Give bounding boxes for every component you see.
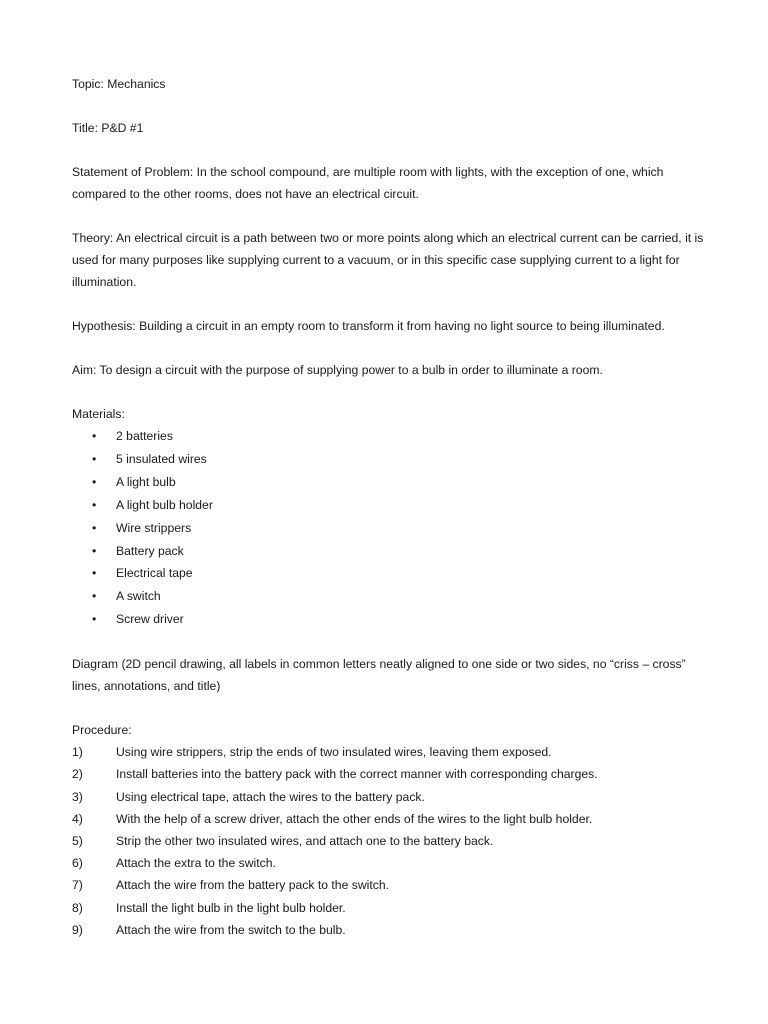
list-item xyxy=(72,608,712,631)
step-number: 8) xyxy=(72,900,83,915)
step-number: 5) xyxy=(72,833,83,848)
material-text: A light bulb xyxy=(116,474,176,489)
bullet-icon: • xyxy=(92,429,97,443)
material-text: 2 batteries xyxy=(116,429,173,443)
list-item xyxy=(72,897,712,919)
step-text: Attach the extra to the switch. xyxy=(116,856,276,871)
title-value: P&D #1 xyxy=(101,121,144,135)
step-text: Strip the other two insulated wires, and attach one to the battery back. xyxy=(116,833,494,848)
step-number: 4) xyxy=(72,811,83,826)
material-text: Electrical tape xyxy=(116,566,193,581)
material-text: Battery pack xyxy=(116,543,184,558)
list-item xyxy=(72,852,712,874)
theory-label: Theory: xyxy=(72,231,114,245)
material-text: 5 insulated wires xyxy=(116,451,207,466)
list-item xyxy=(72,540,712,563)
step-text: Install the light bulb in the light bulb holder. xyxy=(116,900,346,915)
title-line xyxy=(72,117,712,139)
list-item xyxy=(72,919,712,941)
statement-text: In the school compound, are multiple room with lights, with the exception of one, which compared to the other rooms, does not have an electrical circuit. xyxy=(72,165,664,201)
list-item xyxy=(72,786,712,808)
statement-label: Statement of Problem: xyxy=(72,165,194,179)
list-item xyxy=(72,562,712,585)
hypothesis-paragraph xyxy=(72,315,712,337)
theory-text: An electrical circuit is a path between two or more points along which an electrical current can be carried, it is used for many purposes like supplying current to a vacuum, or in this specific case supplying current to a light for illumination. xyxy=(72,231,704,289)
list-item xyxy=(72,874,712,896)
diagram-paragraph: Diagram (2D pencil drawing, all labels in common letters neatly aligned to one side or two sides, no “criss – cross” lines, annotations, and title) xyxy=(72,657,686,694)
hypothesis-label: Hypothesis: xyxy=(72,319,136,333)
step-text: Install batteries into the battery pack with the correct manner with corresponding charges. xyxy=(116,767,598,782)
title-label: Title: xyxy=(72,121,98,135)
document-page xyxy=(72,73,712,941)
topic-label: Topic: xyxy=(72,77,104,91)
material-text: A light bulb holder xyxy=(116,497,213,512)
materials-heading: Materials: xyxy=(72,407,125,421)
bullet-icon: • xyxy=(92,589,97,604)
step-number: 1) xyxy=(72,745,83,760)
topic-line xyxy=(72,73,712,95)
material-text: A switch xyxy=(116,589,161,604)
aim-text: To design a circuit with the purpose of supplying power to a bulb in order to illuminate a room. xyxy=(99,363,603,377)
step-text: Attach the wire from the battery pack to the switch. xyxy=(116,878,389,893)
aim-paragraph xyxy=(72,359,712,381)
list-item xyxy=(72,808,712,830)
procedure-heading: Procedure: xyxy=(72,723,132,738)
material-text: Wire strippers xyxy=(116,520,192,535)
bullet-icon: • xyxy=(92,566,97,581)
hypothesis-text: Building a circuit in an empty room to transform it from having no light source to being illuminated. xyxy=(139,319,665,333)
step-text: Using wire strippers, strip the ends of two insulated wires, leaving them exposed. xyxy=(116,745,552,760)
bullet-icon: • xyxy=(92,497,97,512)
topic-value: Mechanics xyxy=(107,77,166,91)
statement-of-problem xyxy=(72,161,712,205)
bullet-icon: • xyxy=(92,612,97,627)
step-number: 9) xyxy=(72,922,83,937)
step-text: Using electrical tape, attach the wires to the battery pack. xyxy=(116,789,425,804)
step-text: Attach the wire from the switch to the bulb. xyxy=(116,922,346,937)
bullet-icon: • xyxy=(92,520,97,535)
aim-label: Aim: xyxy=(72,363,97,377)
bullet-icon: • xyxy=(92,543,97,558)
bullet-icon: • xyxy=(92,451,97,466)
bullet-icon: • xyxy=(92,474,97,489)
list-item xyxy=(72,448,712,471)
material-text: Screw driver xyxy=(116,612,184,627)
list-item xyxy=(72,830,712,852)
step-number: 6) xyxy=(72,856,83,871)
step-number: 7) xyxy=(72,878,83,893)
step-text: With the help of a screw driver, attach the other ends of the wires to the light bulb holder. xyxy=(116,811,593,826)
theory-paragraph xyxy=(72,227,712,293)
step-number: 2) xyxy=(72,767,83,782)
list-item xyxy=(72,741,712,763)
list-item xyxy=(72,585,712,608)
list-item xyxy=(72,494,712,517)
list-item xyxy=(72,517,712,540)
step-number: 3) xyxy=(72,789,83,804)
procedure-list xyxy=(72,741,712,941)
materials-list xyxy=(72,425,712,631)
list-item xyxy=(72,471,712,494)
list-item xyxy=(72,763,712,785)
list-item xyxy=(72,425,712,448)
